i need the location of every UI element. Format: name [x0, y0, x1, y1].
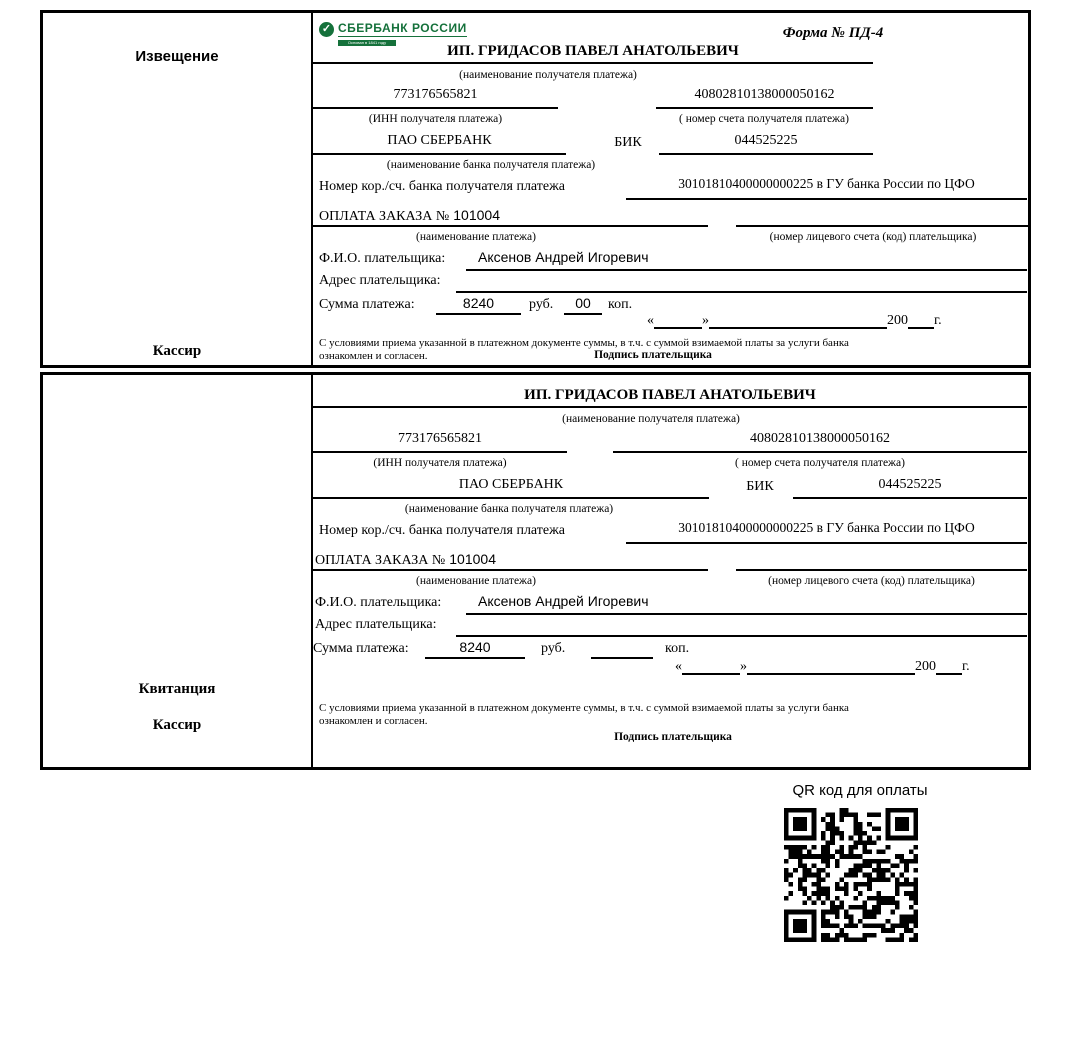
- quote-close: »: [702, 313, 709, 328]
- form-number-label: Форма № ПД-4: [782, 25, 884, 41]
- payment-name-label: ОПЛАТА ЗАКАЗА №: [319, 209, 450, 224]
- notice-title: Извещение: [135, 48, 219, 65]
- date-day-blank: [682, 659, 740, 675]
- payer-name-label: Ф.И.О. плательщика:: [315, 595, 442, 610]
- rub-label: руб.: [541, 641, 566, 656]
- notice-left-pane: [43, 13, 313, 365]
- payer-address-label: Адрес плательщика:: [315, 617, 437, 632]
- quote-close: »: [740, 659, 747, 674]
- amount-rub-value: 8240: [425, 639, 525, 659]
- account-caption: ( номер счета получателя платежа): [679, 113, 849, 125]
- payer-address-value: [456, 271, 1027, 293]
- year-suffix: г.: [934, 313, 942, 328]
- recipient-name: ИП. ГРИДАСОВ ПАВЕЛ АНАТОЛЬЕВИЧ: [313, 43, 873, 64]
- payer-account-caption: (номер лицевого счета (код) плательщика): [768, 575, 975, 587]
- payer-code-underline: [736, 569, 1027, 571]
- bank-name: ПАО СБЕРБАНК: [313, 477, 709, 499]
- payment-name-underline: [313, 225, 708, 227]
- rub-label: руб.: [529, 297, 554, 312]
- corr-account-label: Номер кор./сч. банка получателя платежа: [319, 179, 565, 194]
- amount-row: [313, 637, 1030, 659]
- amount-rub-value: 8240: [436, 295, 521, 315]
- payer-name-value: Аксенов Андрей Игоревич: [466, 593, 1027, 615]
- notice-section: [40, 10, 1031, 368]
- qr-label: QR код для оплаты: [792, 782, 928, 799]
- payer-name-label: Ф.И.О. плательщика:: [319, 251, 446, 266]
- order-number: 101004: [449, 551, 496, 567]
- terms-line2: ознакомлен и согласен.: [319, 350, 428, 362]
- date-year-blank: [908, 313, 934, 329]
- date-month-blank: [747, 659, 915, 675]
- recipient-caption: (наименование получателя платежа): [459, 69, 637, 81]
- payer-signature-label: Подпись плательщика: [614, 731, 732, 743]
- payment-caption: (наименование платежа): [416, 231, 536, 243]
- date-year-blank: [936, 659, 962, 675]
- payment-name-label: ОПЛАТА ЗАКАЗА №: [315, 553, 446, 568]
- quote-open: «: [647, 313, 654, 328]
- recipient-caption: (наименование получателя платежа): [562, 413, 740, 425]
- amount-label: Сумма платежа:: [313, 641, 409, 656]
- terms-line2: ознакомлен и согласен.: [319, 715, 428, 727]
- order-number: 101004: [453, 207, 500, 223]
- cashier-label: Кассир: [152, 717, 202, 733]
- payer-name-value: Аксенов Андрей Игоревич: [466, 249, 1027, 271]
- quote-open: «: [675, 659, 682, 674]
- bik-value: 044525225: [793, 477, 1027, 499]
- amount-row: [313, 293, 1030, 315]
- date-month-blank: [709, 313, 887, 329]
- payer-address-label: Адрес плательщика:: [319, 273, 441, 288]
- date-row: [675, 659, 970, 675]
- account-value: 40802810138000050162: [613, 431, 1027, 453]
- qr-code: [784, 808, 918, 942]
- bik-value: 044525225: [659, 133, 873, 155]
- account-caption: ( номер счета получателя платежа): [735, 457, 905, 469]
- inn-value: 773176565821: [313, 87, 558, 109]
- sberbank-tagline: Основан в 1841 году: [338, 40, 396, 46]
- payment-caption: (наименование платежа): [416, 575, 536, 587]
- payment-name-row: [313, 203, 1030, 227]
- date-row: [647, 313, 942, 329]
- kop-label: коп.: [608, 297, 633, 312]
- sberbank-logo-text: СБЕРБАНК РОССИИ: [338, 21, 467, 35]
- corr-account-value: 30101810400000000225 в ГУ банка России по ЦФО: [626, 176, 1027, 200]
- amount-kop-value: [591, 639, 653, 659]
- year-suffix: г.: [962, 659, 970, 674]
- cashier-label: Кассир: [152, 343, 202, 359]
- bik-label: БИК: [746, 479, 774, 494]
- amount-kop-value: 00: [564, 295, 602, 315]
- payer-signature-label: Подпись плательщика: [594, 349, 712, 361]
- kop-label: коп.: [665, 641, 690, 656]
- payer-account-caption: (номер лицевого счета (код) плательщика): [769, 231, 977, 243]
- receipt-form-pane: [313, 375, 1028, 767]
- bank-caption: (наименование банка получателя платежа): [386, 159, 596, 171]
- sberbank-logo: [319, 21, 467, 37]
- receipt-title: Квитанция: [138, 681, 216, 697]
- terms-line1: С условиями приема указанной в платежном документе суммы, в т.ч. с суммой взимаемой платы за услуги банка: [319, 337, 849, 349]
- terms-line1: С условиями приема указанной в платежном документе суммы, в т.ч. с суммой взимаемой платы за услуги банка: [319, 702, 849, 714]
- receipt-left-pane: [43, 375, 313, 767]
- receipt-section: [40, 372, 1031, 770]
- inn-caption: (ИНН получателя платежа): [368, 113, 503, 125]
- bank-name: ПАО СБЕРБАНК: [313, 133, 566, 155]
- payer-address-value: [456, 615, 1027, 637]
- corr-account-label: Номер кор./сч. банка получателя платежа: [319, 523, 565, 538]
- date-day-blank: [654, 313, 702, 329]
- payment-name-underline: [313, 569, 708, 571]
- payer-code-underline: [736, 225, 1030, 227]
- inn-caption: (ИНН получателя платежа): [373, 457, 507, 469]
- amount-label: Сумма платежа:: [319, 297, 415, 312]
- bik-label: БИК: [614, 135, 642, 150]
- bank-caption: (наименование банка получателя платежа): [404, 503, 614, 515]
- year-prefix: 200: [887, 313, 908, 328]
- account-value: 40802810138000050162: [656, 87, 873, 109]
- payment-name-row: [313, 547, 1030, 571]
- notice-form-pane: [313, 13, 1028, 365]
- sberbank-check-icon: ✓: [319, 22, 334, 37]
- year-prefix: 200: [915, 659, 936, 674]
- recipient-name: ИП. ГРИДАСОВ ПАВЕЛ АНАТОЛЬЕВИЧ: [313, 387, 1027, 408]
- inn-value: 773176565821: [313, 431, 567, 453]
- corr-account-value: 30101810400000000225 в ГУ банка России по ЦФО: [626, 520, 1027, 544]
